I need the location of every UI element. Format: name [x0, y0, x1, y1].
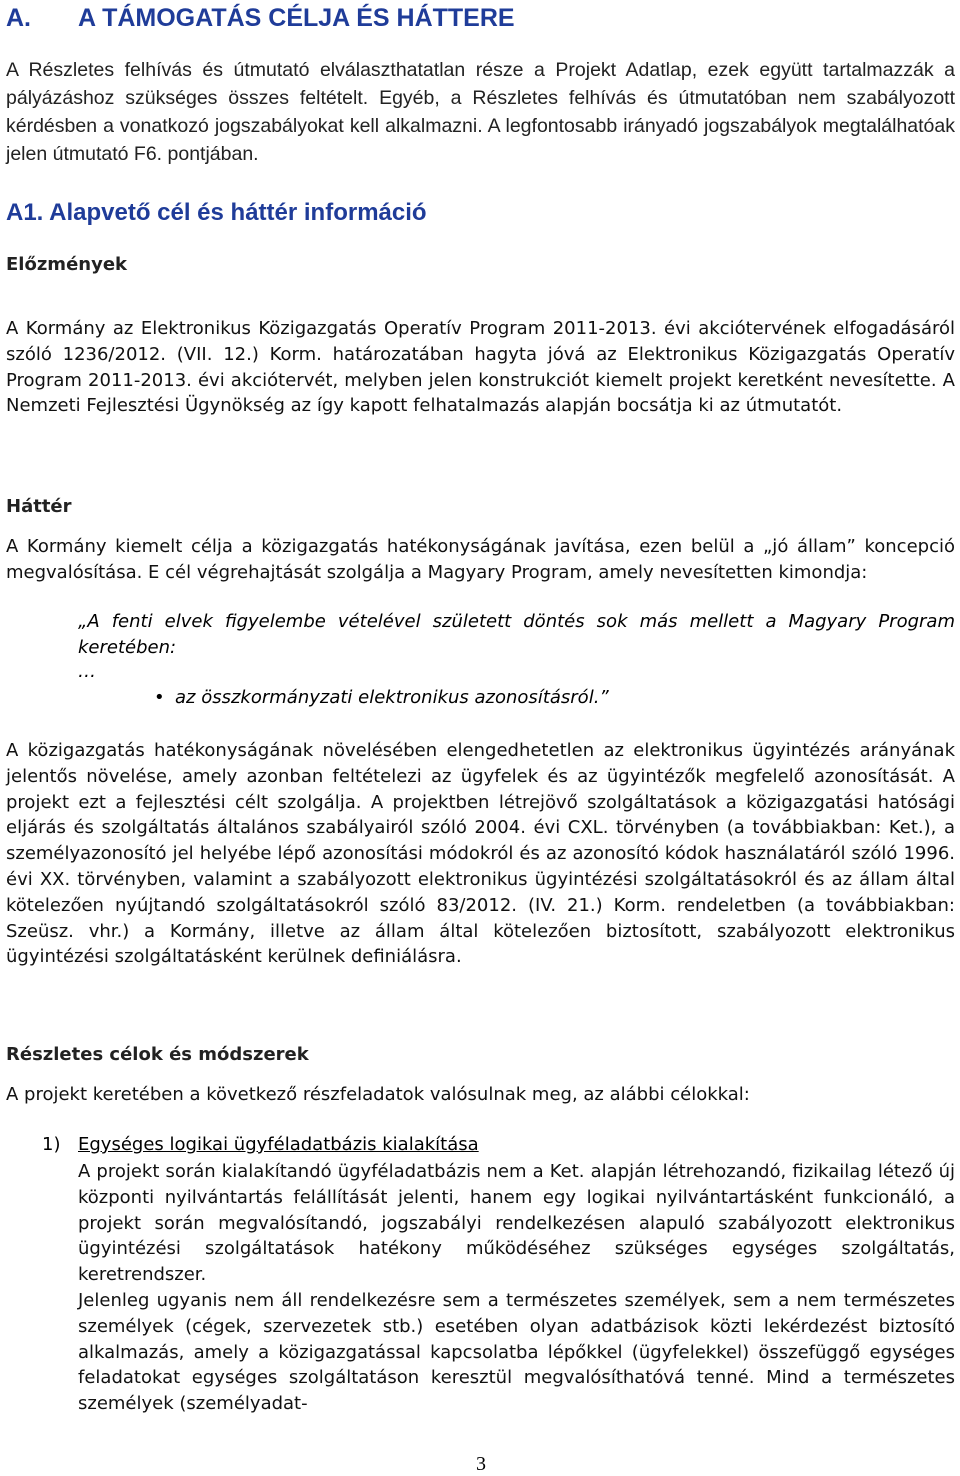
- bullet-text: az összkormányzati elektronikus azonosításról.”: [175, 687, 609, 708]
- quote-ellipsis: …: [78, 661, 96, 682]
- hatter-paragraph-2: A közigazgatás hatékonyságának növelésében elengedhetetlen az elektronikus ügyintézés arányának jelentős növelése, amely azonban feltételezi az ügyfelek és az ügyintézők megfelelő azonosítását. A projekt ezt a fejlesztési célt szolgálja. A projektben létrejövő szolgáltatások a közigazgatási hatósági eljárás és szolgáltatás általános szabályairól szóló 2004. évi CXL. törvényben (a továbbiakban: Ket.), a személyazonosító jel helyébe lépő azonosítási módokról és az azonosító kódok használatáról szóló 1996. évi XX. törvényben, valamint a szabályozott elektronikus ügyintézési szolgáltatásokról és az állam által kötelezően nyújtandó szolgáltatásokról szóló 83/2012. (IV. 21.) Korm. rendeletben (a továbbiakban: Szeüsz. vhr.) a Kormány, illetve az állam által kötelezően biztosított, szabályozott elektronikus ügyintézési szolgáltatásként kerülnek definiálásra.: [6, 740, 955, 968]
- elozmenyek-paragraph: A Kormány az Elektronikus Közigazgatás Operatív Program 2011-2013. évi akciótervének elfogadásáról szóló 1236/2012. (VII. 12.) Korm. határozatában hagyta jóvá az Elektronikus Közigazgatás Operatív Program 2011-2013. évi akciótervét, melyben jelen konstrukciót kiemelt projekt keretként nevesítette. A Nemzeti Fejlesztési Ügynökség az így kapott felhatalmazás alapján bocsátja ki az útmutatót.: [6, 318, 955, 417]
- list-item-number: 1): [42, 1134, 61, 1155]
- list-item-paragraph-1: A projekt során kialakítandó ügyféladatbázis nem a Ket. alapján létrehozandó, fizikailag létező új központi nyilvántartás felállítását jelenti, hanem egy logikai nyilvántartásként funkcionáló, a projekt során megvalósítandó, jogszabályi rendelkezésen alapuló szabályozott elektronikus ügyintézési szolgáltatások hatékony működéséhez szükséges egységes szolgáltatás, keretrendszer.: [78, 1161, 955, 1286]
- subsection-title: A1. Alapvető cél és háttér információ: [6, 199, 427, 226]
- hatter-paragraph: A Kormány kiemelt célja a közigazgatás hatékonyságának javítása, ezen belül a „jó állam” koncepció megvalósítása. E cél végrehajtását szolgálja a Magyary Program, amely nevesítetten kimondja:: [6, 536, 955, 583]
- bullet-icon: •: [154, 687, 165, 708]
- hatter-heading: Háttér: [6, 496, 72, 517]
- list-item-paragraph-2: Jelenleg ugyanis nem áll rendelkezésre sem a természetes személyek, sem a nem természetes személyek (cégek, szervezetek stb.) esetében olyan adatbázisok közti lekérdezést biztosító alkalmazás, amely a közigazgatással kapcsolatba lépőkkel (ügyfelekkel) összefüggő egységes feladatokat egységes szolgáltatáson keresztül megvalósíthatóvá tenné. Mind a természetes személyek (személyadat-: [78, 1290, 955, 1415]
- quote-paragraph: „A fenti elvek figyelembe vételével született döntés sok más mellett a Magyary Program keretében:: [78, 611, 955, 658]
- list-item-title: Egységes logikai ügyféladatbázis kialakítása: [78, 1134, 479, 1155]
- reszletes-heading: Részletes célok és módszerek: [6, 1044, 309, 1065]
- page-number: 3: [476, 1453, 486, 1475]
- intro-paragraph: A Részletes felhívás és útmutató elválaszthatatlan része a Projekt Adatlap, ezek együtt tartalmazzák a pályázáshoz szükséges összes feltételt. Egyéb, a Részletes felhívás és útmutatóban nem szabályozott kérdésben a vonatkozó jogszabályokat kell alkalmazni. A legfontosabb irányadó jogszabályok megtalálhatóak jelen útmutató F6. pontjában.: [6, 59, 955, 165]
- section-title: A TÁMOGATÁS CÉLJA ÉS HÁTTERE: [78, 4, 515, 32]
- reszletes-paragraph: A projekt keretében a következő részfeladatok valósulnak meg, az alábbi célokkal:: [6, 1084, 750, 1105]
- section-letter: A.: [6, 4, 31, 32]
- elozmenyek-heading: Előzmények: [6, 254, 127, 275]
- section-heading: [6, 4, 515, 33]
